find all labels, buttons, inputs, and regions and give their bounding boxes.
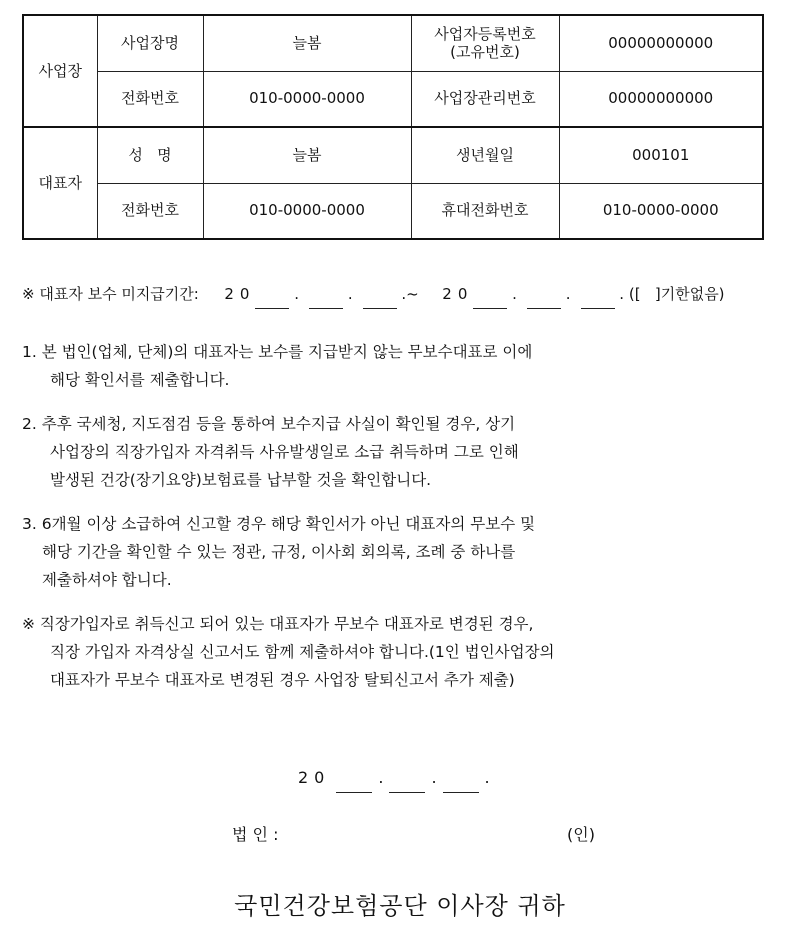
note-line-3: 대표자가 무보수 대표자로 변경된 경우 사업장 탈퇴신고서 추가 제출): [50, 671, 515, 689]
date-year-prefix: 20: [298, 768, 331, 787]
recipient-line: 국민건강보험공단 이사장 귀하: [234, 892, 566, 920]
mgmt-no-value[interactable]: 00000000000: [559, 71, 763, 127]
unpaid-period-line: [22, 283, 792, 309]
period-tilde: .~: [401, 285, 419, 303]
clause-2-line-2: 사업장의 직장가입자 자격취득 사유발생일로 소급 취득하며 그로 인해: [50, 443, 519, 461]
table-row: [23, 15, 763, 71]
note: [22, 610, 782, 694]
clause-3-line-1: 3. 6개월 이상 소급하여 신고할 경우 해당 확인서가 아닌 대표자의 무보수 및: [22, 515, 536, 533]
birth-label: 생년월일: [411, 127, 559, 183]
table-row: [23, 127, 763, 183]
reg-no-value[interactable]: 00000000000: [559, 15, 763, 71]
seal-mark[interactable]: (인): [567, 825, 595, 844]
period-dot: .: [294, 285, 300, 303]
clause-2: [22, 410, 782, 494]
period-prefix: ※ 대표자 보수 미지급기간:: [22, 285, 199, 303]
period-dot: .: [512, 285, 517, 303]
clause-3-line-2: 해당 기간을 확인할 수 있는 정관, 규정, 이사회 회의록, 조례 중 하나를: [42, 543, 516, 561]
blank-start-day[interactable]: [363, 294, 397, 309]
period-end-dot: .: [619, 285, 625, 303]
note-line-2: 직장 가입자 자격상실 신고서도 함께 제출하셔야 합니다.(1인 법인사업장의: [50, 643, 555, 661]
date-dot: .: [484, 768, 490, 787]
mobile-label: 휴대전화번호: [411, 183, 559, 239]
section-representative-label: 대표자: [23, 127, 97, 239]
corporation-label: 법 인 :: [232, 825, 279, 844]
blank-end-day[interactable]: [581, 294, 615, 309]
clause-1: [22, 338, 782, 394]
table-row: [23, 71, 763, 127]
rep-name-value[interactable]: 늘봄: [203, 127, 411, 183]
info-table: [22, 14, 764, 240]
clause-2-line-3: 발생된 건강(장기요양)보험료를 납부할 것을 확인합니다.: [50, 471, 432, 489]
blank-sign-year[interactable]: [336, 776, 372, 793]
rep-phone-value[interactable]: 010-0000-0000: [203, 183, 411, 239]
business-name-label: 사업장명: [97, 15, 203, 71]
birth-value[interactable]: 000101: [559, 127, 763, 183]
period-dot: .: [565, 285, 571, 303]
table-row: [23, 183, 763, 239]
clause-1-line-2: 해당 확인서를 제출합니다.: [50, 371, 230, 389]
business-name-value[interactable]: 늘봄: [203, 15, 411, 71]
section-business-label: 사업장: [23, 15, 97, 127]
mgmt-no-label: 사업장관리번호: [411, 71, 559, 127]
blank-sign-month[interactable]: [389, 776, 425, 793]
clause-1-line-1: 1. 본 법인(업체, 단체)의 대표자는 보수를 지급받지 않는 무보수대표로 이에: [22, 343, 533, 361]
date-dot: .: [378, 768, 384, 787]
blank-end-month[interactable]: [527, 294, 561, 309]
blank-sign-day[interactable]: [443, 776, 479, 793]
business-phone-label: 전화번호: [97, 71, 203, 127]
blank-start-month[interactable]: [309, 294, 343, 309]
period-year-end: 20: [442, 285, 474, 303]
signature-date: [298, 768, 490, 793]
reg-no-label-line2: (고유번호): [450, 43, 520, 62]
blank-start-year[interactable]: [255, 294, 289, 309]
date-dot: .: [431, 768, 437, 787]
no-deadline-checkbox[interactable]: ([ ]기한없음): [628, 285, 725, 303]
clause-3: [22, 510, 782, 594]
note-line-1: ※ 직장가입자로 취득신고 되어 있는 대표자가 무보수 대표자로 변경된 경우,: [22, 615, 534, 633]
period-year-start: 20: [224, 285, 256, 303]
blank-end-year[interactable]: [473, 294, 507, 309]
clause-2-line-1: 2. 추후 국세청, 지도점검 등을 통하여 보수지급 사실이 확인될 경우, 상기: [22, 415, 516, 433]
reg-no-label-line1: 사업자등록번호: [434, 24, 536, 43]
period-dot: .: [347, 285, 353, 303]
reg-no-label: [411, 15, 559, 71]
business-phone-value[interactable]: 010-0000-0000: [203, 71, 411, 127]
clause-3-line-3: 제출하셔야 합니다.: [42, 571, 172, 589]
rep-name-label: 성 명: [97, 127, 203, 183]
mobile-value[interactable]: 010-0000-0000: [559, 183, 763, 239]
rep-phone-label: 전화번호: [97, 183, 203, 239]
